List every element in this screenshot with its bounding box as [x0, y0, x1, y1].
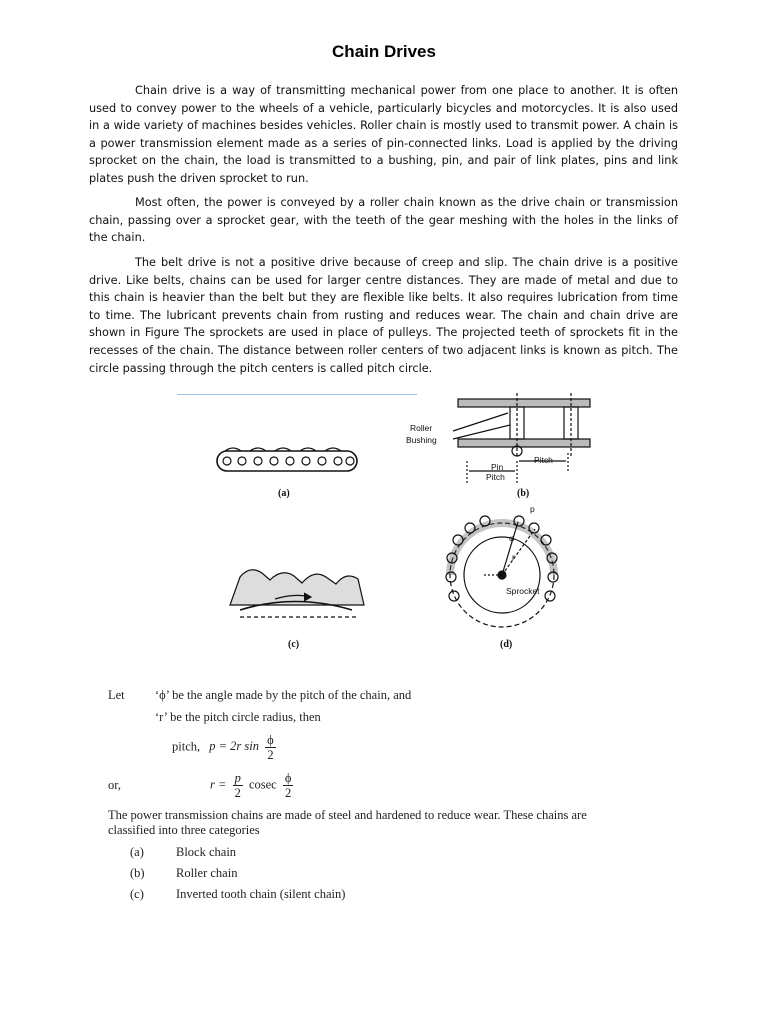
r-fraction-num: p [234, 771, 241, 785]
figure-label-c: (c) [288, 639, 300, 650]
category-item [130, 866, 430, 882]
category-text: Roller chain [176, 866, 238, 880]
math-line-1: ‘ϕ’ be the angle made by the pitch of the chain, and [155, 688, 412, 702]
callout-r: r [512, 552, 515, 562]
category-text: Inverted tooth chain (silent chain) [176, 887, 346, 901]
r-fraction-den: 2 [234, 786, 241, 800]
chain-figure [170, 385, 610, 655]
radius-formula [210, 771, 296, 800]
category-marker: (c) [130, 887, 144, 901]
cosec-fraction-den: 2 [285, 786, 292, 800]
callout-phi: φ [509, 533, 515, 543]
sprocket-chain-illustration [446, 516, 558, 627]
category-text: Block chain [176, 845, 237, 859]
figure-label-d: (d) [500, 639, 513, 650]
cosec-fraction [283, 771, 294, 800]
category-item [130, 887, 430, 903]
paragraph-belt-vs-chain [89, 254, 678, 377]
category-marker: (b) [130, 866, 145, 880]
callout-pin: Pin [491, 462, 504, 472]
r-fraction [233, 771, 243, 800]
math-line-2: ‘r’ be the pitch circle radius, then [155, 710, 321, 724]
cosec-fraction-num: ϕ [284, 771, 292, 785]
chain-strip-illustration [217, 448, 357, 471]
pitch-fraction-num: ϕ [267, 733, 274, 747]
cosec-label: cosec [248, 777, 277, 792]
math-or: or, [108, 778, 122, 792]
closing-paragraph: The power transmission chains are made of steel and hardened to reduce wear. These chains are classified into three categories [108, 808, 587, 837]
sprocket-segment-illustration [230, 570, 364, 617]
callout-bushing: Bushing [406, 435, 437, 445]
callout-pitch-side: Pitch [534, 455, 553, 465]
callout-pitch-bottom: Pitch [486, 472, 505, 482]
figure-label-b: (b) [517, 488, 530, 499]
pitch-label: pitch, [172, 739, 201, 754]
category-item [130, 845, 430, 861]
paragraph-belt-vs-chain-text: The belt drive is not a positive drive because of creep and slip. The chain drive is a positive drive. Like belts, chains can be used for larger centre distances. They are made of metal and due to this chain is heavier than the belt but they are flexible like belts. It also requires lubrication from time to time. The lubricant prevents chain from rusting and reduces wear. The chain and chain drive are shown in Figure The sprockets are used in place of pulleys. The projected teeth of sprockets fit in the recesses of the chain. The distance between roller centers of two adjacent links is known as pitch. The circle passing through the pitch centers is called pitch circle. [89, 256, 678, 375]
pitch-formula [172, 733, 279, 762]
figure-label-a: (a) [278, 488, 290, 499]
callout-sprocket: Sprocket [506, 586, 540, 596]
category-marker: (a) [130, 845, 144, 859]
r-lhs: r = [210, 777, 227, 792]
pitch-fraction [265, 733, 276, 762]
roller-chain-section [453, 393, 590, 483]
paragraph-intro [89, 82, 678, 188]
callout-roller: Roller [410, 423, 433, 433]
paragraph-roller-chain-text: Most often, the power is conveyed by a roller chain known as the drive chain or transmission chain, passing over a sprocket gear, with the teeth of the gear meshing with the holes in the links of the chain. [89, 196, 678, 245]
page-title: Chain Drives [332, 42, 436, 61]
paragraph-intro-text: Chain drive is a way of transmitting mechanical power from one place to another. It is often used to convey power to the wheels of a vehicle, particularly bicycles and motorcycles. It is also used in a wide variety of machines besides vehicles. Roller chain is mostly used to transmit power. A chain is a power transmission element made as a series of pin-connected links. Load is applied by the driving sprocket on the chain, the load is transmitted to a bushing, pin, and pair of link plates, pins and link plates push the driven sprocket to run. [89, 84, 678, 185]
paragraph-roller-chain [89, 194, 678, 247]
pitch-fraction-den: 2 [267, 748, 274, 762]
math-let: Let [108, 688, 125, 702]
callout-p: p [530, 504, 535, 514]
pitch-lhs: p = 2r sin [209, 739, 260, 754]
